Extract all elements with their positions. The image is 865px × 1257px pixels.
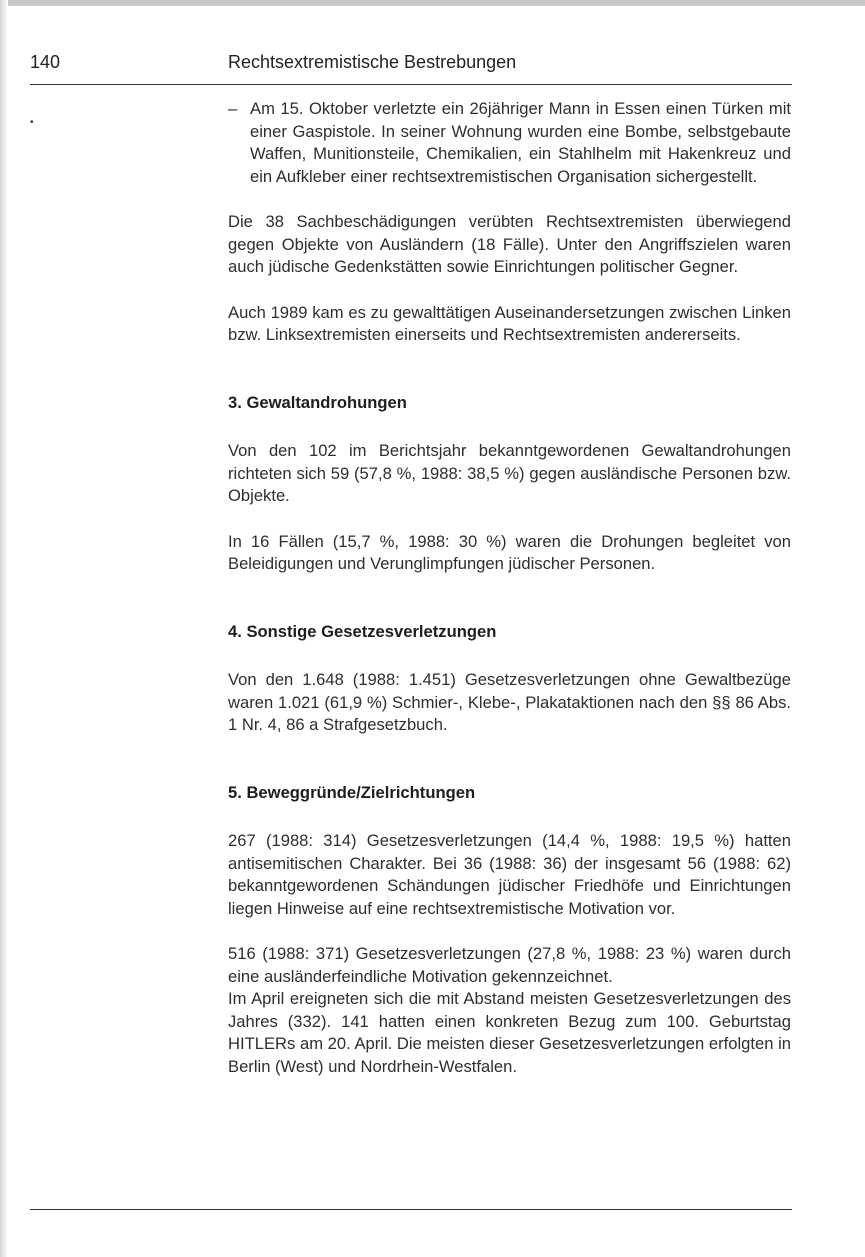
body-text xyxy=(228,98,791,1101)
section-5-heading: 5. Beweggründe/Zielrichtungen xyxy=(228,782,476,802)
section-5-paragraph: Im April ereigneten sich die mit Abstand meisten Gesetzesverletzungen des Jahres (332). 141 hatten einen konkreten Bezug zum 100. Geburtstag HITLERs am 20. April. Die meisten dieser Gesetzesverletzungen erfolgten in Berlin (West) und Nordrhein-Westfalen. xyxy=(228,989,791,1076)
scan-edge-shadow xyxy=(0,0,8,1257)
section-4-heading: 4. Sonstige Gesetzesverletzungen xyxy=(228,621,497,641)
paragraph-damage: Die 38 Sachbeschädigungen verübten Rechtsextremisten überwiegend gegen Objekte von Ausländern (18 Fälle). Unter den Angriffszielen waren auch jüdische Gedenkstätten sowie Einrichtungen politischer Gegner. xyxy=(228,212,791,276)
header-rule xyxy=(30,84,792,85)
bullet-dash: – xyxy=(228,99,238,118)
margin-mark: • xyxy=(30,117,34,128)
paragraph-clashes: Auch 1989 kam es zu gewalttätigen Auseinandersetzungen zwischen Linken bzw. Linksextremisten einerseits und Rechtsextremisten andererseits. xyxy=(228,302,791,344)
bullet-text: Am 15. Oktober verletzte ein 26jähriger Mann in Essen einen Türken mit einer Gaspistole. In seiner Wohnung wurden eine Bombe, selbstgebaute Waffen, Munitionsteile, Chemikalien, ein Stahlhelm mit Hakenkreuz und ein Aufkleber einer rechtsextremistischen Organisation sichergestellt. xyxy=(250,99,791,186)
page-number: 140 xyxy=(30,52,61,72)
section-3-heading: 3. Gewaltandrohungen xyxy=(228,392,407,412)
footer-rule xyxy=(30,1209,792,1210)
running-title: Rechtsextremistische Bestrebungen xyxy=(228,52,517,72)
section-5-paragraph: 516 (1988: 371) Gesetzesverletzungen (27,8 %, 1988: 23 %) waren durch eine ausländerfeindliche Motivation gekennzeichnet. xyxy=(228,944,791,986)
bullet-item xyxy=(228,98,791,188)
section-3-paragraph: Von den 102 im Berichtsjahr bekanntgewordenen Gewaltandrohungen richteten sich 59 (57,8 %, 1988: 38,5 %) gegen ausländische Personen bzw. Objekte. xyxy=(228,441,791,505)
section-3-paragraph: In 16 Fällen (15,7 %, 1988: 30 %) waren die Drohungen begleitet von Beleidigungen und Verunglimpfungen jüdischer Personen. xyxy=(228,531,791,573)
section-5-paragraph: 267 (1988: 314) Gesetzesverletzungen (14,4 %, 1988: 19,5 %) hatten antisemitischen Charakter. Bei 36 (1988: 36) der insgesamt 56 (1988: 62) bekanntgewordenen Schändungen jüdischer Friedhöfe und Einrichtungen liegen Hinweise auf eine rechtsextremistische Motivation vor. xyxy=(228,831,791,918)
section-4-paragraph: Von den 1.648 (1988: 1.451) Gesetzesverletzungen ohne Gewaltbezüge waren 1.021 (61,9 %) Schmier-, Klebe-, Plakataktionen nach den §§ 86 Abs. 1 Nr. 4, 86 a Strafgesetzbuch. xyxy=(228,670,791,734)
